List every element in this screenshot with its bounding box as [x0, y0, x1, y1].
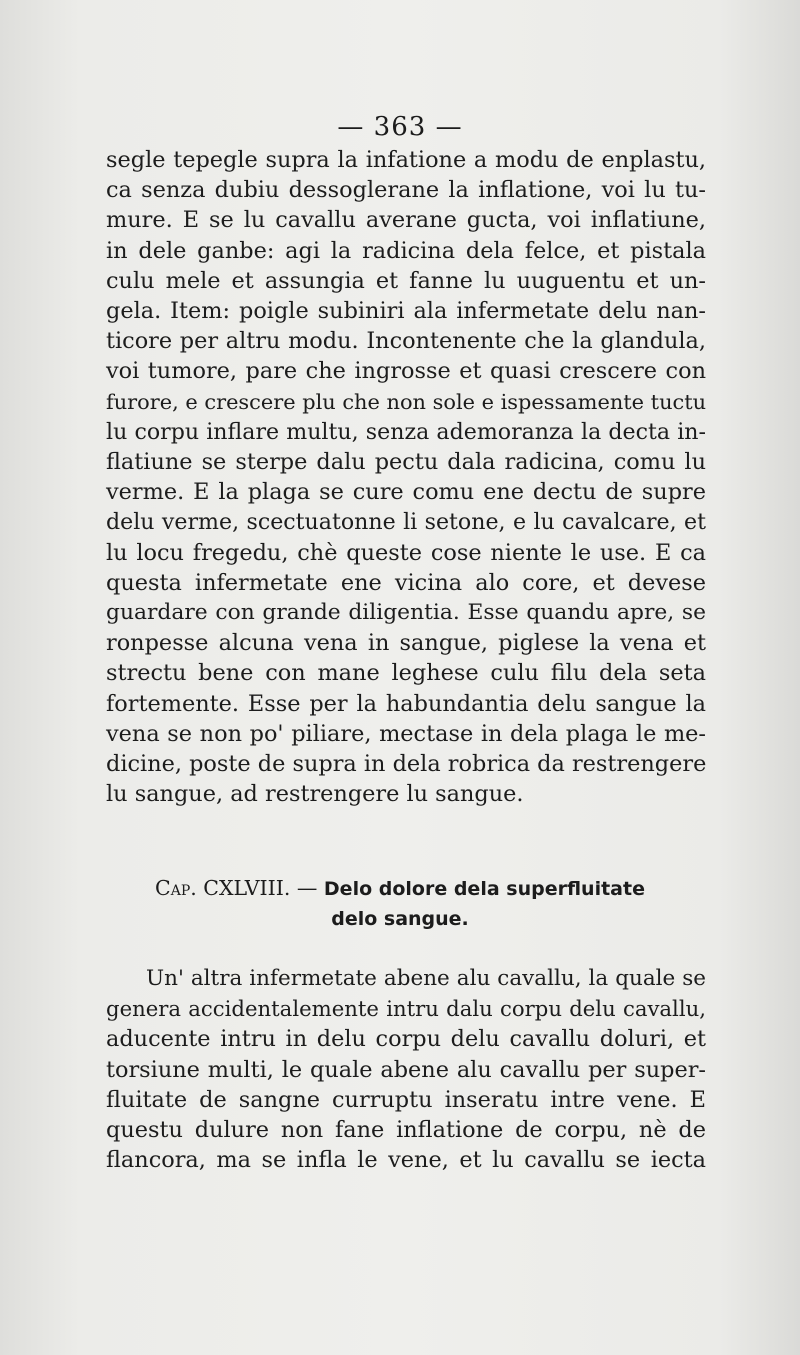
text-line: aducente intru in delu corpu delu cavallu doluri, et	[106, 1026, 706, 1053]
text-line: lu sangue, ad restrengere lu sangue.	[106, 781, 524, 808]
text-line: dicine, poste de supra in dela robrica da restrengere	[106, 751, 707, 778]
text-line: lu corpu inflare multu, senza ademoranza la decta in-	[106, 418, 706, 445]
text-line: fortemente. Esse per la habundantia delu sangue la	[106, 690, 706, 717]
chapter-heading	[0, 873, 800, 934]
paragraph-2	[106, 964, 706, 1175]
text-line: ronpesse alcuna vena in sangue, piglese la vena et	[106, 630, 706, 657]
text-line: questu dulure non fane inflatione de corpu, nè de	[106, 1117, 706, 1144]
text-line: ticore per altru modu. Incontenente che la glandula,	[106, 328, 706, 355]
text-line: ca senza dubiu dessoglerane la inflatione, voi lu tu-	[106, 177, 706, 204]
chapter-title-line-1: Delo dolore dela superfluitate	[323, 878, 645, 900]
chapter-label: Cap. CXLVIII. —	[155, 876, 318, 900]
text-line: in dele ganbe: agi la radicina dela felce, et pistala	[106, 237, 706, 264]
text-line: flatiune se sterpe dalu pectu dala radicina, comu lu	[106, 449, 706, 476]
page-number: — 363 —	[337, 112, 463, 142]
text-line: voi tumore, pare che ingrosse et quasi crescere con	[106, 358, 706, 385]
chapter-title-line-2: delo sangue.	[331, 908, 469, 930]
text-line: strectu bene con mane leghese culu filu dela seta	[106, 660, 706, 687]
text-line: furore, e crescere plu che non sole e ispessamente tuctu	[106, 389, 707, 414]
text-line: mure. E se lu cavallu averane gucta, voi inflatiune,	[106, 207, 706, 234]
text-line: torsiune multi, le quale abene alu cavallu per super-	[106, 1056, 706, 1083]
text-line: lu locu fregedu, chè queste cose niente le use. E ca	[106, 539, 706, 566]
text-line: flancora, ma se infla le vene, et lu cavallu se iecta	[106, 1147, 706, 1174]
text-line: Un' altra infermetate abene alu cavallu, la quale se	[146, 966, 706, 991]
text-line: culu mele et assungia et fanne lu uuguentu et un-	[106, 267, 706, 294]
text-line: vena se non po' piliare, mectase in dela plaga le me-	[106, 720, 706, 747]
text-line: verme. E la plaga se cure comu ene dectu de supre	[106, 479, 706, 506]
paragraph-1	[106, 145, 706, 809]
text-line: fluitate de sangne curruptu inseratu intre vene. E	[106, 1086, 706, 1113]
text-line: guardare con grande diligentia. Esse quandu apre, se	[106, 600, 706, 626]
text-line: segle tepegle supra la infatione a modu de enplastu,	[106, 147, 706, 173]
text-line: genera accidentalemente intru dalu corpu delu cavallu,	[106, 996, 706, 1022]
text-line: gela. Item: poigle subiniri ala infermetate delu nan-	[106, 298, 706, 325]
text-line: questa infermetate ene vicina alo core, et devese	[106, 569, 706, 596]
text-line: delu verme, scectuatonne li setone, e lu cavalcare, et	[106, 509, 706, 536]
